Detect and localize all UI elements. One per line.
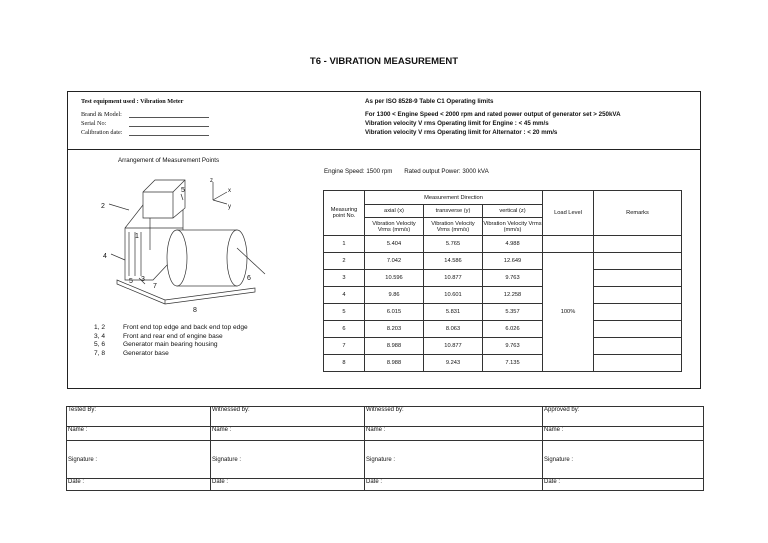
table-row: 2 7.042 14.586 12.649 100%: [324, 253, 682, 270]
header-divider: [67, 149, 701, 150]
remarks-cell[interactable]: [594, 236, 682, 253]
name-cell[interactable]: Name :: [211, 427, 365, 441]
serial-field[interactable]: [129, 119, 209, 127]
remarks-cell[interactable]: [594, 304, 682, 321]
remarks-cell[interactable]: [594, 321, 682, 338]
signature-table: [66, 406, 704, 491]
diagram-label-5-top: 5: [181, 187, 185, 194]
legend-item: 1, 2 Front end top edge and back end top edge: [94, 324, 248, 331]
load-level-value: 100%: [543, 253, 594, 372]
legend-item: 7, 8 Generator base: [94, 349, 169, 357]
measuring-point-header: Measuring point No.: [324, 191, 365, 236]
table-row: 5 6.015 5.831 5.357: [324, 304, 682, 321]
name-cell[interactable]: Name :: [67, 427, 211, 441]
axial-unit: Vibration Velocity Vrms (mm/s): [365, 218, 424, 236]
iso-line-3: Vibration velocity V rms Operating limit for Alternator : < 20 mm/s: [365, 129, 558, 136]
iso-line-1: For 1300 < Engine Speed < 2000 rpm and rated power output of generator set > 250kVA: [365, 111, 621, 118]
signature-cell[interactable]: Signature :: [67, 441, 211, 479]
table-row: 7 8.988 10.877 9.763: [324, 338, 682, 355]
calibration-field[interactable]: [129, 128, 209, 136]
date-cell[interactable]: Date :: [365, 479, 543, 491]
diagram-label-1: 1: [135, 233, 139, 240]
table-row: 3 10.596 10.877 9.763: [324, 270, 682, 287]
date-cell[interactable]: Date :: [67, 479, 211, 491]
iso-heading: As per ISO 8528-9 Table C1 Operating limits: [365, 98, 494, 105]
table-row: 1 5.404 5.765 4.988: [324, 236, 682, 253]
diagram-label-4: 4: [103, 253, 107, 260]
engine-info: [324, 168, 499, 175]
page-title: T6 - VIBRATION MEASUREMENT: [309, 56, 459, 67]
tested-by-cell[interactable]: Tested By:: [67, 407, 211, 427]
remarks-cell[interactable]: [594, 338, 682, 355]
diagram-label-5-bottom: 5: [129, 278, 133, 285]
name-cell[interactable]: Name :: [543, 427, 704, 441]
remarks-cell[interactable]: [594, 355, 682, 372]
transverse-header: transverse (y): [424, 205, 483, 218]
remarks-cell[interactable]: [594, 270, 682, 287]
measurement-point-legend: [94, 324, 248, 358]
name-cell[interactable]: Name :: [365, 427, 543, 441]
diagram-label-7: 7: [153, 283, 157, 290]
signature-cell[interactable]: Signature :: [543, 441, 704, 479]
rated-power: Rated output Power: 3000 kVA: [404, 168, 489, 175]
diagram-label-3: 3: [141, 276, 145, 283]
remarks-header: Remarks: [594, 191, 682, 236]
vibration-table: [323, 190, 682, 372]
iso-limits: [365, 97, 621, 137]
arrangement-title: Arrangement of Measurement Points: [118, 157, 220, 164]
brand-label: Brand & Model:: [81, 111, 122, 118]
axis-x-label: x: [228, 188, 231, 194]
calibration-label: Calibration date:: [81, 129, 123, 136]
legend-item: 5, 6 Generator main bearing housing: [94, 341, 218, 349]
vertical-header: vertical (z): [483, 205, 543, 218]
legend-item: 3, 4 Front and rear end of engine base: [94, 332, 223, 340]
axis-z-label: z: [210, 178, 213, 184]
table-row: 4 9.86 10.601 12.258: [324, 287, 682, 304]
vertical-unit: Vibration Velocity Vrms (mm/s): [483, 218, 543, 236]
brand-field[interactable]: [129, 110, 209, 118]
witnessed-by-cell-2[interactable]: Witnessed by:: [365, 407, 543, 427]
equipment-section: [81, 97, 209, 137]
iso-line-2: Vibration velocity V rms Operating limit for Engine : < 45 mm/s: [365, 120, 549, 127]
engine-speed: Engine Speed: 1500 rpm: [324, 168, 393, 175]
diagram-label-6: 6: [247, 275, 251, 282]
date-cell[interactable]: Date :: [211, 479, 365, 491]
witnessed-by-cell[interactable]: Witnessed by:: [211, 407, 365, 427]
approved-by-cell[interactable]: Approved by:: [543, 407, 704, 427]
load-level-header: Load Level: [543, 191, 594, 236]
diagram-label-2: 2: [101, 203, 105, 210]
signature-cell[interactable]: Signature :: [365, 441, 543, 479]
direction-header: Measurement Direction: [365, 191, 543, 205]
table-row: 8 8.988 9.243 7.135: [324, 355, 682, 372]
genset-diagram: [95, 168, 275, 318]
axis-y-label: y: [228, 204, 231, 210]
axial-header: axial (x): [365, 205, 424, 218]
transverse-unit: Vibration Velocity Vrms (mm/s): [424, 218, 483, 236]
serial-label: Serial No:: [81, 120, 107, 127]
date-cell[interactable]: Date :: [543, 479, 704, 491]
equipment-heading: Test equipment used : Vibration Meter: [81, 98, 184, 105]
remarks-cell[interactable]: [594, 253, 682, 270]
table-row: 6 8.203 8.063 6.026: [324, 321, 682, 338]
diagram-label-8: 8: [193, 307, 197, 314]
signature-cell[interactable]: Signature :: [211, 441, 365, 479]
load-blank-top: [543, 236, 594, 253]
remarks-cell[interactable]: [594, 287, 682, 304]
